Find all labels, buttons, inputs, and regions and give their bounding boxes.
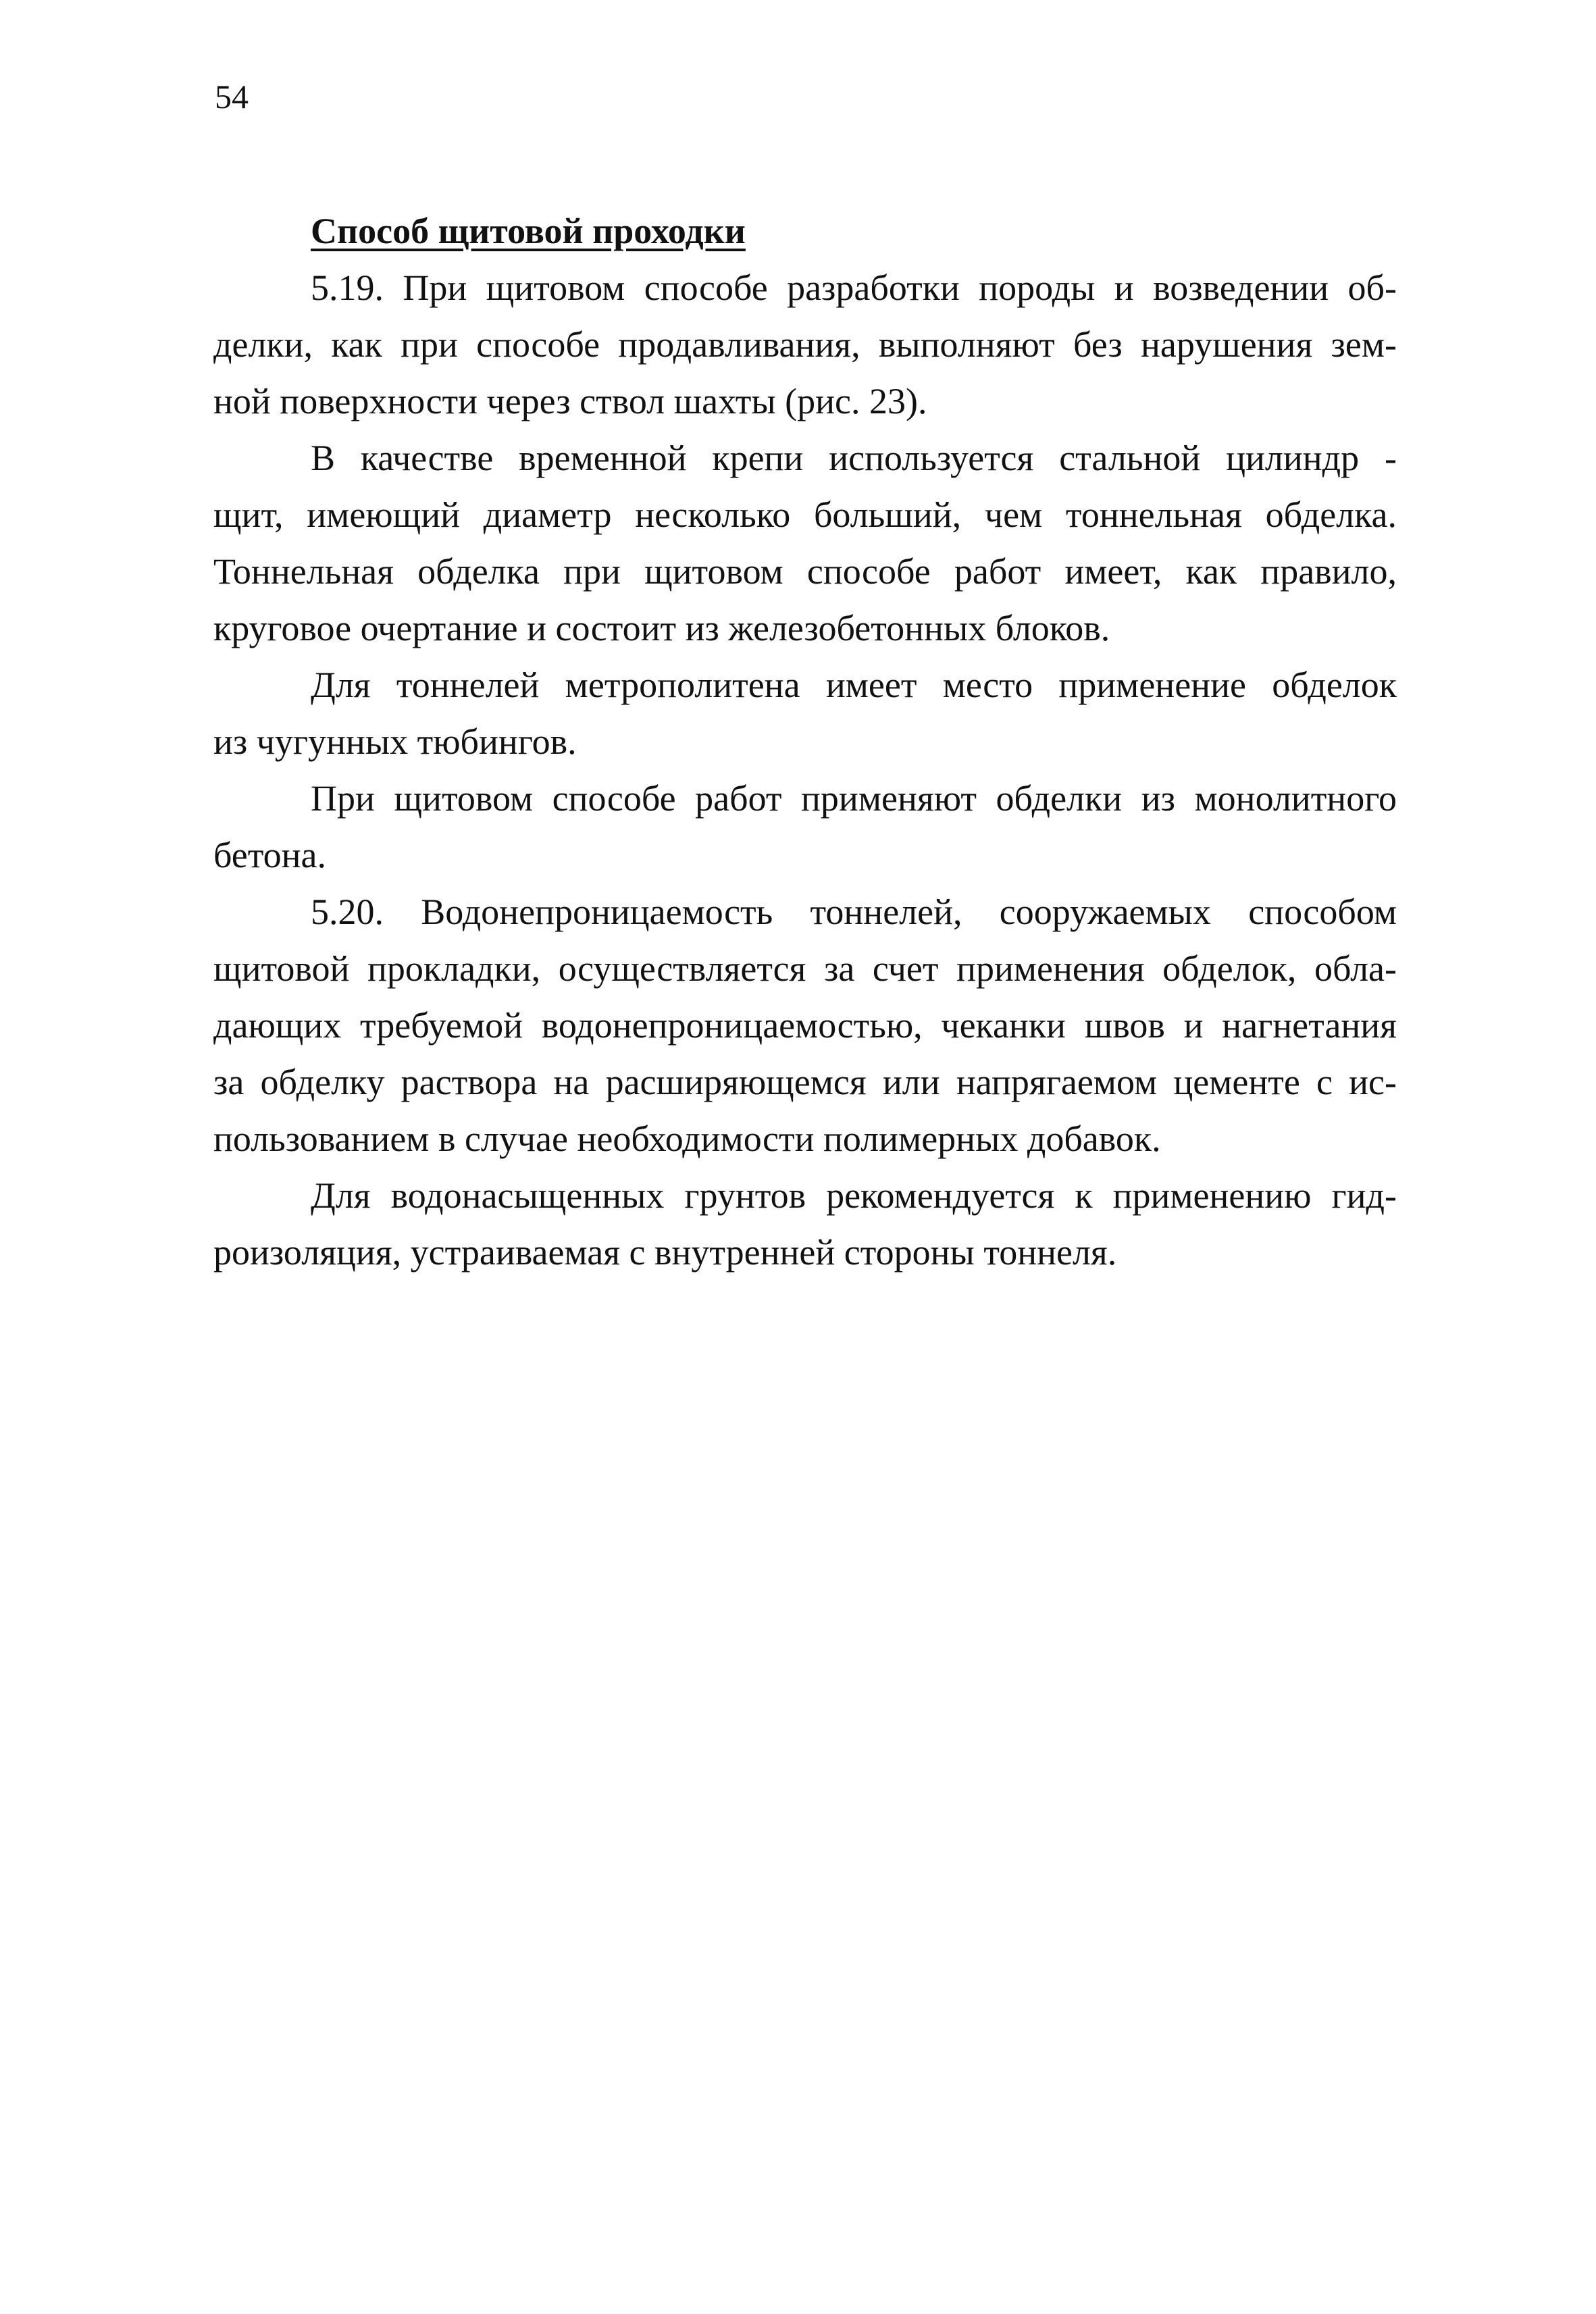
paragraph-line: делки, как при способе продавливания, выполняют без нарушения зем- bbox=[213, 324, 1397, 365]
paragraph-line: Для тоннелей метрополитена имеет место применение обделок bbox=[311, 665, 1397, 705]
document-body bbox=[213, 203, 1397, 1281]
paragraph-5-19 bbox=[213, 259, 1397, 430]
paragraph-5-20 bbox=[213, 883, 1397, 1167]
paragraph-temporary-support bbox=[213, 430, 1397, 657]
paragraph-monolithic-concrete bbox=[213, 770, 1397, 883]
paragraph-line: из чугунных тюбингов. bbox=[213, 721, 577, 762]
paragraph-line: пользованием в случае необходимости полимерных добавок. bbox=[213, 1119, 1161, 1159]
paragraph-line: В качестве временной крепи используется стальной цилиндр - bbox=[311, 438, 1397, 478]
paragraph-line: дающих требуемой водонепроницаемостью, чеканки швов и нагнетания bbox=[213, 1005, 1397, 1046]
paragraph-metro-tunnels bbox=[213, 657, 1397, 770]
paragraph-line: 5.20. Водонепроницаемость тоннелей, сооружаемых способом bbox=[311, 892, 1397, 932]
paragraph-line: ной поверхности через ствол шахты (рис. 23). bbox=[213, 381, 927, 421]
paragraph-line: щит, имеющий диаметр несколько больший, чем тоннельная обделка. bbox=[213, 494, 1397, 535]
paragraph-line: При щитовом способе работ применяют обделки из монолитного bbox=[311, 778, 1397, 819]
paragraph-line: бетона. bbox=[213, 835, 326, 875]
paragraph-line: роизоляция, устраиваемая с внутренней стороны тоннеля. bbox=[213, 1232, 1117, 1272]
paragraph-line: 5.19. При щитовом способе разработки породы и возведении об- bbox=[311, 267, 1397, 308]
paragraph-line: за обделку раствора на расширяющемся или напрягаемом цементе с ис- bbox=[213, 1062, 1397, 1102]
paragraph-line: круговое очертание и состоит из железобетонных блоков. bbox=[213, 608, 1110, 648]
section-heading: Способ щитовой проходки bbox=[311, 211, 746, 251]
paragraph-line: Для водонасыщенных грунтов рекомендуется к применению гид- bbox=[311, 1175, 1397, 1216]
paragraph-line: Тоннельная обделка при щитовом способе работ имеет, как правило, bbox=[213, 551, 1397, 592]
page-number: 54 bbox=[215, 78, 249, 115]
paragraph-waterproofing bbox=[213, 1167, 1397, 1281]
paragraph-line: щитовой прокладки, осуществляется за счет применения обделок, обла- bbox=[213, 948, 1397, 989]
